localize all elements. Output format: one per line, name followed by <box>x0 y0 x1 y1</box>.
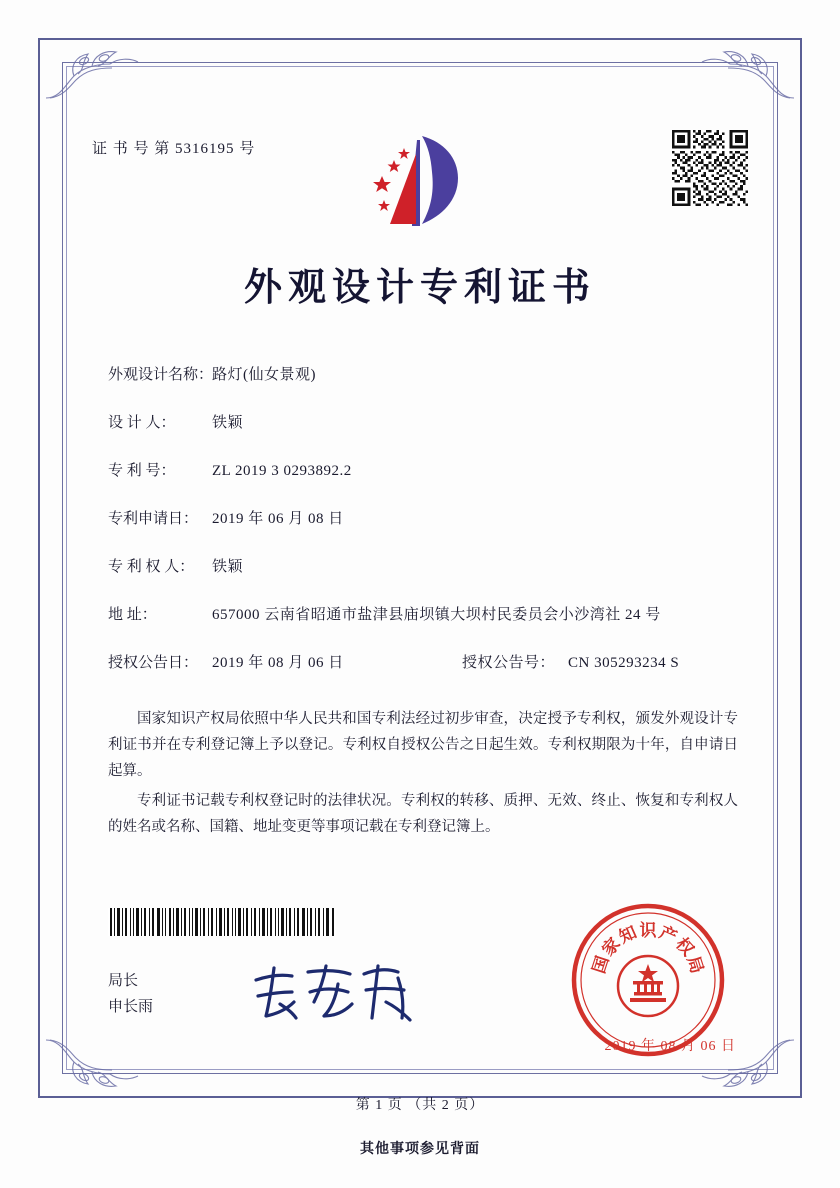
svg-text:家: 家 <box>598 934 625 961</box>
svg-text:知: 知 <box>616 922 640 948</box>
qr-code-icon <box>672 130 748 206</box>
field-value: 铁颖 <box>212 559 244 575</box>
field-label: 地 址： <box>108 607 157 623</box>
field-label: 专 利 权 人： <box>108 559 195 575</box>
field-list <box>108 364 736 700</box>
field-value: 路灯(仙女景观) <box>212 367 316 383</box>
footer-note: 其他事项参见背面 <box>360 1142 480 1157</box>
paragraph-1: 国家知识产权局依照中华人民共和国专利法经过初步审查，决定授予专利权，颁发外观设计专利证书并在专利登记簿上予以登记。专利权自授权公告之日起生效。专利权期限为十年，自申请日起算。 <box>108 711 738 779</box>
field-label: 外观设计名称： <box>108 367 214 383</box>
signature-block <box>108 968 153 1020</box>
svg-text:国: 国 <box>589 953 614 977</box>
field-label-grant-date: 授权公告日： <box>108 655 199 671</box>
field-label: 专利申请日： <box>108 511 199 527</box>
svg-text:局: 局 <box>682 953 707 977</box>
legal-text <box>108 706 738 844</box>
handwritten-signature-icon <box>246 958 436 1028</box>
page-number: 第 1 页 （共 2 页） <box>355 1098 485 1113</box>
cnipa-logo-icon <box>360 128 480 238</box>
signature-name: 申长雨 <box>108 999 154 1015</box>
field-row-patentee <box>108 556 736 578</box>
certificate-number: 证 书 号 第 5316195 号 <box>92 141 256 157</box>
field-value-grant-date: 2019 年 08 月 06 日 <box>212 655 344 671</box>
field-value: 657000 云南省昭通市盐津县庙坝镇大坝村民委员会小沙湾社 24 号 <box>212 607 661 623</box>
field-label: 专 利 号： <box>108 463 176 479</box>
field-row-address <box>108 604 736 626</box>
field-label-grant-number: 授权公告号： <box>462 655 556 671</box>
page-title: 外观设计专利证书 <box>243 264 596 309</box>
paragraph-2: 专利证书记载专利权登记时的法律状况。专利权的转移、质押、无效、终止、恢复和专利权人的姓名或名称、国籍、地址变更等事项记载在专利登记簿上。 <box>108 793 738 835</box>
signature-role: 局长 <box>108 973 139 989</box>
field-row-patent-number <box>108 460 736 482</box>
svg-text:权: 权 <box>671 934 698 961</box>
field-row-designer <box>108 412 736 434</box>
field-row-application-date <box>108 508 736 530</box>
svg-text:识: 识 <box>639 921 657 941</box>
field-value: ZL 2019 3 0293892.2 <box>212 463 352 479</box>
field-value: 2019 年 06 月 08 日 <box>212 511 344 527</box>
field-value: 铁颖 <box>212 415 244 431</box>
field-row-grant-announcement <box>108 652 736 674</box>
field-value-grant-number: CN 305293234 S <box>568 655 680 671</box>
field-row-design-name <box>108 364 736 386</box>
svg-text:产: 产 <box>656 922 680 948</box>
seal-date: 2019 年 08 月 06 日 <box>604 1039 736 1054</box>
field-label: 设 计 人： <box>108 415 176 431</box>
barcode-icon <box>108 908 336 936</box>
